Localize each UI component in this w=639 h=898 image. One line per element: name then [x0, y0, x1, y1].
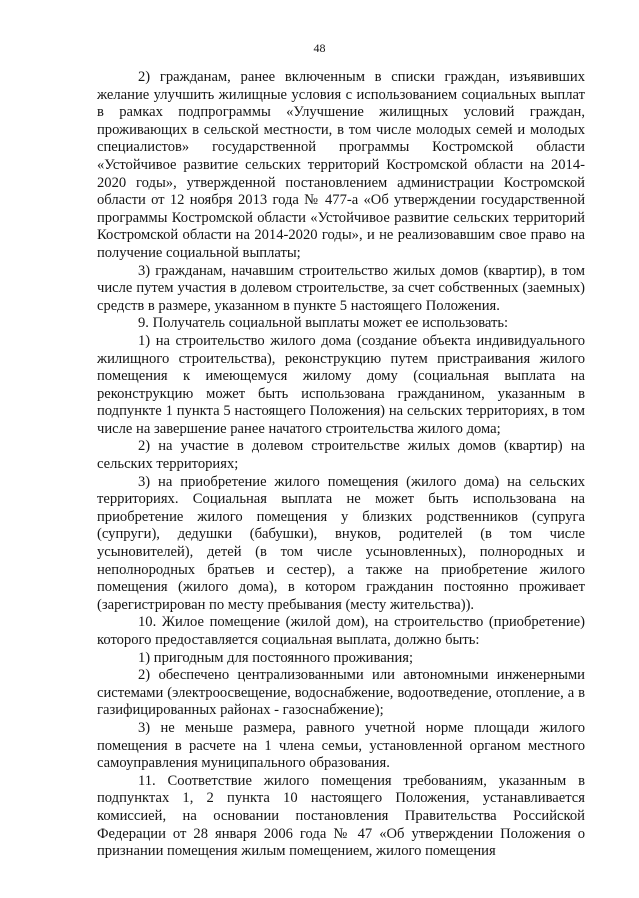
- paragraph: 2) обеспечено централизованными или автономными инженерными системами (электроосвещение, водоснабжение, водоотведение, отопление, а в газифицированных районах - газоснабжение);: [97, 667, 585, 719]
- paragraph: 11. Соответствие жилого помещения требованиям, указанным в подпунктах 1, 2 пункта 10 настоящего Положения, устанавливается комиссией, на основании постановления Правительства Российской Федерации от 28 января 2006 года № 47 «Об утверждении Положения о признании помещения жилым помещением, жилого помещения: [97, 772, 585, 860]
- paragraph: 2) гражданам, ранее включенным в списки граждан, изъявивших желание улучшить жилищные условия с использованием социальных выплат в рамках подпрограммы «Улучшение жилищных условий граждан, проживающих в сельской местности, в том числе молодых семей и молодых специалистов» государственной программы Костромской области «Устойчивое развитие сельских территорий Костромской области на 2014-2020 годы», утвержденной постановлением администрации Костромской области от 12 ноября 2013 года № 477-а «Об утверждении государственной программы Костромской области «Устойчивое развитие сельских территорий Костромской области на 2014-2020 годы», и не реализовавшим свое право на получение социальной выплаты;: [97, 69, 585, 261]
- paragraph: 1) на строительство жилого дома (создание объекта индивидуального жилищного строительства), реконструкцию путем пристраивания жилого помещения к имеющемуся жилому дому (социальная выплата на реконструкцию может быть использована гражданином, указанным в подпункте 1 пункта 5 настоящего Положения) на сельских территориях, в том числе на завершение ранее начатого строительства жилого дома;: [97, 332, 585, 437]
- paragraph: 1) пригодным для постоянного проживания;: [138, 649, 414, 666]
- paragraph: 2) на участие в долевом строительстве жилых домов (квартир) на сельских территориях;: [97, 438, 585, 473]
- page-number: 48: [313, 41, 326, 55]
- paragraph: 3) на приобретение жилого помещения (жилого дома) на сельских территориях. Социальная выплата не может быть использована на приобретение жилого помещения у близких родственников (супруга (супруги), дедушки (бабушки), внуков, родителей (в том числе усыновителей), детей (в том числе усыновленных), полнородных и неполнородных братьев и сестер), а также на приобретение жилого помещения (жилого дома), в котором гражданин постоянно проживает (зарегистрирован по месту пребывания (месту жительства)).: [97, 473, 585, 613]
- paragraph: 9. Получатель социальной выплаты может ее использовать:: [138, 315, 509, 332]
- body-text: [97, 69, 585, 861]
- paragraph: 3) не меньше размера, равного учетной норме площади жилого помещения в расчете на 1 члена семьи, установленной органом местного самоуправления муниципального образования.: [97, 719, 585, 772]
- paragraph: 10. Жилое помещение (жилой дом), на строительство (приобретение) которого предоставляется социальная выплата, должно быть:: [97, 614, 585, 648]
- paragraph: 3) гражданам, начавшим строительство жилых домов (квартир), в том числе путем участия в долевом строительстве, за счет собственных (заемных) средств в размере, указанном в пункте 5 настоящего Положения.: [97, 262, 585, 314]
